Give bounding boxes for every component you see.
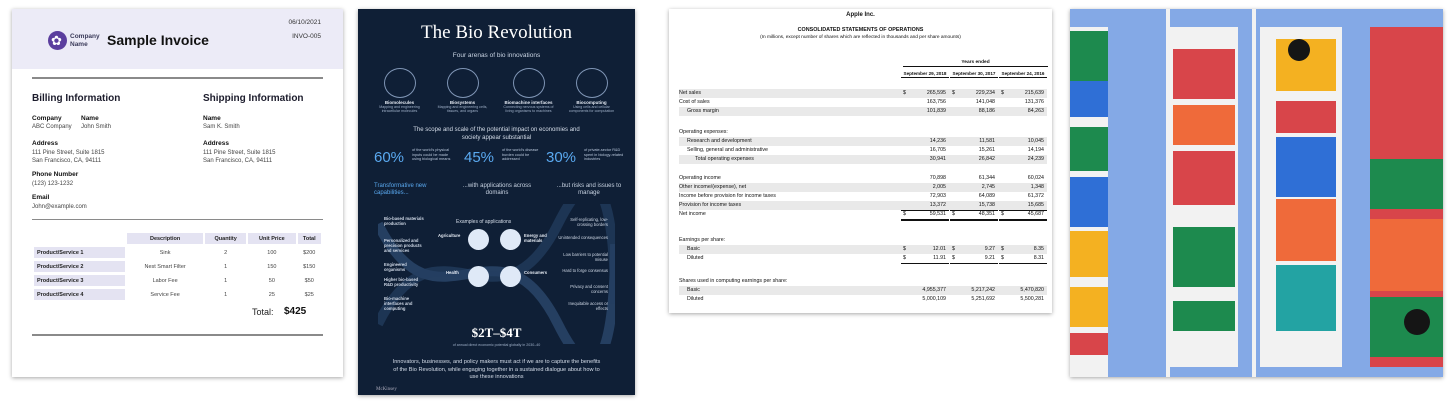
dollar-sign: $	[903, 246, 906, 252]
art-block	[1070, 231, 1108, 277]
col-unit-price: Unit Price	[248, 233, 295, 244]
dollar-sign: $	[903, 255, 906, 261]
capability-item: Personalized and precision products and services	[384, 238, 422, 253]
statement-row	[679, 201, 1047, 210]
row-label: Cost of sales	[679, 99, 710, 105]
risk-item: Low barriers to potential misuse	[563, 252, 608, 262]
examples-heading: Examples of applications	[456, 219, 512, 225]
invoice-header	[12, 9, 343, 69]
capability-item: Bio-based materials production	[384, 216, 424, 226]
statement-row	[679, 146, 1047, 155]
row-value: 9.27	[984, 246, 995, 252]
col-description: Description	[127, 233, 203, 244]
row-value: 101,839	[926, 108, 946, 114]
table-cell-quantity: 1	[224, 291, 228, 298]
row-value: 61,372	[1027, 193, 1044, 199]
col-2016: September 24, 2016	[999, 71, 1047, 78]
billing-company: ABC Company	[32, 124, 72, 130]
table-cell-product: Product/Service 1	[34, 247, 125, 258]
shipping-address-line1: 111 Pine Street, Suite 1815	[203, 150, 276, 156]
statement-row	[679, 277, 1047, 286]
arena-name: Biomachine interfaces	[504, 100, 553, 105]
invoice-date: 06/10/2021	[288, 19, 321, 26]
dollar-sign: $	[1001, 90, 1004, 96]
col-applications-heading: ...with applications across domains	[462, 183, 532, 196]
row-label: Provision for income taxes	[679, 202, 742, 208]
shipping-name: Sam K. Smith	[203, 124, 240, 130]
row-value: 13,372	[901, 201, 949, 211]
art-block	[1070, 81, 1108, 117]
bio-subtitle: Four arenas of bio innovations	[452, 52, 541, 59]
stat-value: 30%	[546, 149, 577, 166]
shipping-heading: Shipping Information	[203, 93, 304, 104]
row-value: 48,351	[950, 210, 998, 221]
art-block	[1370, 159, 1443, 209]
row-value: 14,194	[999, 146, 1047, 156]
dollar-sign: $	[952, 246, 955, 252]
art-block	[1173, 301, 1235, 331]
cell-circuit-icon	[576, 68, 608, 98]
stat-desc: of the world's disease burden could be addressed	[502, 148, 539, 162]
row-value: 26,842	[978, 156, 995, 162]
billing-phone: (123) 123-1232	[32, 181, 74, 187]
row-value: 163,756	[901, 98, 949, 108]
row-value: 5,000,109	[922, 296, 946, 302]
row-value: 8.31	[999, 254, 1047, 264]
years-ended-label: Years ended	[903, 60, 1048, 67]
bio-revolution-infographic	[358, 9, 635, 395]
example-label: Agriculture	[438, 233, 461, 238]
statement-row	[679, 236, 1047, 245]
economic-potential-desc: of annual direct economic potential globally in 2030–40	[452, 343, 541, 347]
table-corner	[34, 233, 125, 244]
bio-title: The Bio Revolution	[421, 22, 572, 43]
statement-row	[679, 295, 1047, 304]
art-block	[1276, 199, 1336, 261]
row-label: Diluted	[687, 255, 704, 261]
company-logo-text: Company Name	[70, 33, 100, 48]
table-row	[34, 261, 321, 272]
billing-address-line2: San Francisco, CA, 94111	[32, 158, 102, 164]
row-label: Earnings per share:	[679, 237, 726, 243]
dollar-sign: $	[903, 211, 906, 217]
table-cell-product: Product/Service 4	[34, 289, 125, 300]
art-block	[1173, 227, 1235, 287]
shipping-name-label: Name	[203, 115, 221, 122]
risk-item: Privacy and consent concerns	[570, 284, 608, 294]
table-row	[34, 275, 321, 286]
statement-row	[679, 174, 1047, 183]
row-value: 24,239	[1027, 156, 1044, 162]
dollar-sign: $	[952, 90, 955, 96]
capability-item: Engineered organisms	[384, 262, 407, 272]
row-value: 30,941	[929, 156, 946, 162]
cells-icon	[447, 68, 479, 98]
divider	[32, 219, 323, 220]
invoice-document	[12, 9, 343, 377]
table-cell-total: $200	[303, 249, 316, 256]
art-block	[1276, 101, 1336, 133]
arena-biosystems	[435, 68, 490, 114]
row-value: 11.91	[901, 254, 949, 264]
arena-desc: Connecting nervous systems of living organisms to machines	[503, 105, 554, 114]
total-value: $425	[284, 306, 307, 317]
statement-company: Apple Inc.	[846, 12, 875, 18]
arena-name: Biosystems	[449, 100, 476, 105]
arena-biomachine	[501, 68, 556, 114]
divider	[32, 334, 323, 336]
statement-row	[679, 137, 1047, 146]
billing-address-label: Address	[32, 140, 59, 147]
billing-phone-label: Phone Number	[32, 171, 79, 178]
art-block	[1070, 177, 1108, 227]
energy-icon	[500, 229, 521, 250]
row-value: 70,898	[929, 175, 946, 181]
row-value: 12.01	[932, 246, 946, 252]
table-cell-total: $150	[303, 263, 316, 270]
row-value: 5,500,281	[1020, 296, 1044, 302]
table-cell-description: Sink	[159, 249, 171, 256]
row-value: 15,261	[950, 146, 998, 156]
stat-desc: of the world's physical inputs could be made using biological means	[412, 148, 451, 162]
row-value: 61,344	[978, 175, 995, 181]
arena-desc: Mapping and engineering intracellular molecules	[379, 105, 420, 114]
row-value: 215,639	[1024, 90, 1044, 96]
art-block	[1070, 127, 1108, 171]
row-label: Research and development	[687, 138, 752, 144]
dollar-sign: $	[952, 255, 955, 261]
art-circle	[1288, 39, 1310, 61]
col-total: Total	[298, 233, 321, 244]
arena-desc: Using cells and cellular components for computation	[568, 105, 615, 114]
arena-biocomputing	[564, 68, 619, 114]
billing-email: John@example.com	[32, 204, 87, 210]
table-cell-product: Product/Service 2	[34, 261, 125, 272]
row-value: 4,955,377	[922, 287, 946, 293]
billing-address-line1: 111 Pine Street, Suite 1815	[32, 150, 105, 156]
row-value: 5,251,692	[971, 296, 995, 302]
arena-name: Biocomputing	[576, 100, 607, 105]
divider	[32, 77, 323, 79]
row-value: 2,745	[981, 184, 995, 190]
table-cell-unit-price: 100	[267, 249, 277, 256]
art-block	[1173, 105, 1235, 145]
row-value: 15,685	[999, 201, 1047, 211]
table-cell-description: Nest Smart Filter	[144, 263, 186, 270]
brain-icon	[513, 68, 545, 98]
agriculture-icon	[468, 229, 489, 250]
shipping-address-line2: San Francisco, CA, 94111	[203, 158, 273, 164]
statement-row	[679, 245, 1047, 254]
dollar-sign: $	[952, 211, 955, 217]
table-cell-unit-price: 50	[268, 277, 275, 284]
art-block	[1276, 137, 1336, 197]
row-value: 45,687	[999, 210, 1047, 221]
dollar-sign: $	[1001, 211, 1004, 217]
table-cell-quantity: 1	[224, 277, 228, 284]
statement-row	[679, 286, 1047, 295]
billing-company-label: Company	[32, 115, 62, 122]
billing-email-label: Email	[32, 194, 50, 201]
statement-row	[679, 89, 1047, 98]
invoice-title: Sample Invoice	[107, 32, 209, 48]
col-risks-heading: ...but risks and issues to manage	[556, 183, 622, 196]
capability-item: Higher bio-based R&D productivity	[384, 277, 419, 287]
billing-name: John Smith	[81, 124, 112, 130]
arena-desc: Mapping and engineering cells, tissues, and organs	[437, 105, 488, 114]
dollar-sign: $	[903, 90, 906, 96]
table-cell-quantity: 2	[224, 249, 228, 256]
row-value: 64,089	[978, 193, 995, 199]
invoice-number: INVO-005	[292, 33, 321, 40]
statement-row	[679, 107, 1047, 116]
example-label: Consumers	[524, 270, 548, 275]
statement-row	[679, 128, 1047, 137]
row-value: 2,005	[932, 184, 946, 190]
row-value: 14,236	[929, 138, 946, 144]
company-logo-icon	[48, 31, 67, 50]
apple-income-statement	[669, 9, 1052, 313]
art-block	[1252, 9, 1256, 377]
dollar-sign: $	[1001, 246, 1004, 252]
risk-item: Unintended consequences	[558, 235, 608, 240]
art-block	[1173, 49, 1235, 99]
row-value: 8.35	[1033, 246, 1044, 252]
arena-biomolecules	[372, 68, 427, 114]
row-value: 60,024	[1027, 175, 1044, 181]
risk-item: Self-replicating, low-crossing borders	[570, 217, 608, 227]
row-value: 9.21	[950, 254, 998, 264]
row-value: 265,595	[926, 90, 946, 96]
art-circle	[1404, 309, 1430, 335]
row-label: Total operating expenses	[695, 156, 754, 162]
stat-desc: of private-sector R&D spent in biology-related industries	[584, 148, 624, 162]
example-label: Health	[446, 270, 459, 275]
risk-item: Inequitable access or effects	[568, 301, 608, 311]
table-cell-description: Service Fee	[150, 291, 180, 298]
statement-row	[679, 210, 1047, 219]
row-value: 131,376	[999, 98, 1047, 108]
mckinsey-logo: McKinsey	[376, 387, 397, 392]
row-label: Basic	[687, 246, 700, 252]
art-block	[1370, 219, 1443, 291]
table-cell-total: $50	[304, 277, 314, 284]
row-value: 1,348	[1030, 184, 1044, 190]
row-label: Diluted	[687, 296, 704, 302]
statement-row	[679, 192, 1047, 201]
billing-heading: Billing Information	[32, 93, 121, 104]
dollar-sign: $	[1001, 255, 1004, 261]
abstract-art-image	[1070, 9, 1443, 377]
col-quantity: Quantity	[205, 233, 246, 244]
row-label: Net sales	[679, 90, 702, 96]
bio-footer-text: Innovators, businesses, and policy makers must act if we are to capture the benefits of the Bio Revolution, while engaging together in a sustained dialogue about how to use these innovations	[392, 359, 601, 380]
shipping-address-label: Address	[203, 140, 230, 147]
arena-name: Biomolecules	[384, 100, 415, 105]
table-cell-product: Product/Service 3	[34, 275, 125, 286]
row-label: Income before provision for income taxes	[679, 193, 776, 199]
col-2017: September 30, 2017	[950, 71, 998, 78]
row-value: 16,705	[901, 146, 949, 156]
art-block	[1173, 151, 1235, 205]
statement-row	[679, 155, 1047, 164]
row-value: 84,263	[1027, 108, 1044, 114]
row-label: Shares used in computing earnings per share:	[679, 278, 788, 284]
statement-subheading: (In millions, except number of shares which are reflected in thousands and per share amounts)	[760, 35, 961, 40]
invoice-items-table	[32, 230, 323, 303]
economic-potential-value: $2T–$4T	[471, 325, 522, 340]
row-value: 141,048	[950, 98, 998, 108]
total-label: Total:	[252, 307, 274, 317]
art-block	[1276, 265, 1336, 331]
capability-item: Bio-machine interfaces and computing	[384, 296, 413, 311]
statement-row	[679, 254, 1047, 263]
row-value: 229,234	[975, 90, 995, 96]
health-icon	[468, 266, 489, 287]
consumer-icon	[500, 266, 521, 287]
row-label: Net income	[679, 211, 706, 217]
row-value: 72,903	[929, 193, 946, 199]
row-value: 59,531	[901, 210, 949, 221]
row-value: 10,045	[1027, 138, 1044, 144]
col-capabilities-heading: Transformative new capabilities...	[374, 183, 427, 196]
row-value: 15,738	[950, 201, 998, 211]
row-label: Operating expenses:	[679, 129, 728, 135]
table-cell-total: $25	[304, 291, 314, 298]
row-value: 11,581	[979, 138, 995, 144]
row-value: 5,217,242	[971, 287, 995, 293]
statement-row	[679, 98, 1047, 107]
row-label: Basic	[687, 287, 700, 293]
table-row	[34, 289, 321, 300]
bio-scope-text: The scope and scale of the potential impact on economies and society appear substantial	[413, 127, 580, 141]
stat-value: 45%	[464, 149, 495, 166]
row-label: Gross margin	[687, 108, 719, 114]
statement-row	[679, 183, 1047, 192]
row-label: Operating income	[679, 175, 721, 181]
table-cell-unit-price: 150	[267, 263, 277, 270]
table-cell-unit-price: 25	[268, 291, 275, 298]
statement-heading: CONSOLIDATED STATEMENTS OF OPERATIONS	[797, 27, 924, 33]
billing-name-label: Name	[81, 115, 99, 122]
stat-value: 60%	[374, 149, 405, 166]
dna-icon	[384, 68, 416, 98]
art-block	[1070, 287, 1108, 327]
table-cell-description: Labor Fee	[152, 277, 178, 284]
example-label: Energy and materials	[524, 233, 547, 243]
col-2018: September 29, 2018	[901, 71, 949, 78]
row-label: Selling, general and administrative	[687, 147, 768, 153]
table-cell-quantity: 1	[224, 263, 228, 270]
art-block	[1070, 333, 1108, 355]
risk-item: Hard to forge consensus	[562, 268, 608, 273]
row-value: 5,470,820	[1020, 287, 1044, 293]
row-value: 88,186	[978, 108, 995, 114]
row-label: Other income/(expense), net	[679, 184, 747, 190]
table-row	[34, 247, 321, 258]
